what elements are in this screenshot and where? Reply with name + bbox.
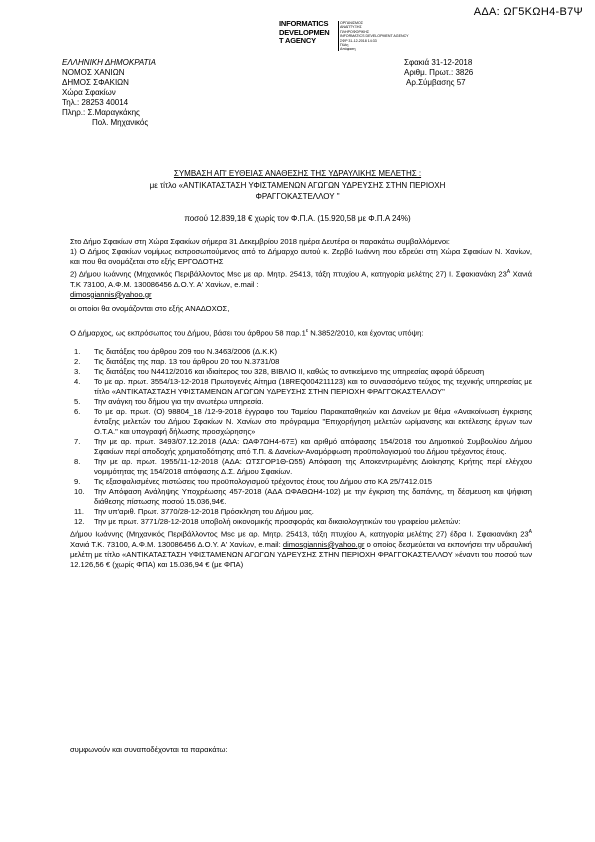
republic-line: ΕΛΛΗΝΙΚΗ ΔΗΜΟΚΡΑΤΙΑ [62,58,156,67]
logo-divider [338,21,339,51]
list-item: 6. Το με αρ. πρωτ. (Ο) 98804_18 /12-9-2018 έγγραφο του Ταμείου Παρακαταθηκών και Δανείων με θέμα «Ανακοίνωση έγκρισης ένταξης μελετών του Δήμου Σφακίων Ν. Χανίων στο πρόγραμμα "Επιχορήγηση μελετών ωρίμανσης και εκτέλεσης έργων των Ο.Τ.Α." και υπογραφή δήλωσης προσχώρησης» [74,407,532,436]
document-title: ΣΥΜΒΑΣΗ ΑΠ' ΕΥΘΕΙΑΣ ΑΝΑΘΕΣΗΣ ΤΗΣ ΥΔΡΑΥΛΙΚΗΣ ΜΕΛΕΤΗΣ : [173,169,422,178]
list-item: 7. Την με αρ. πρωτ. 3493/07.12.2018 (ΑΔΑ: ΩΑΦ7ΩΗ4-67Ξ) και αριθμό απόφασης 154/2018 του Δημοτικού Συμβουλίου Δήμου Σφακίων περί αποδοχής χρηματοδότησης από Τ.Π. & Δανείων-Αναμόρφωση προϋπολογισμού του Δήμου τρέχοντος έτους. [74,437,532,456]
phone-line: Τηλ.: 28253 40014 [62,98,129,107]
list-item: 9. Τις εξασφαλισμένες πιστώσεις του προϋπολογισμού τρέχοντος έτους του Δήμου στο ΚΑ 25/7412.015 [74,477,432,486]
party-2: 2) Δήμου Ιωάννης (Μηχανικός Περιβάλλοντος Msc με αρ. Μητρ. 25413, τάξη πτυχίου Α, κατηγορία μελέτης 27) Ι. Σφακιανάκη $23^A$ Χανιά Τ.Κ 73100, Α.Φ.Μ. 130086456 Δ.Ο.Υ. Α' Χανίων, e.mail : dimosgiannis@yahoo.gr [70,269,532,299]
location-line: Χώρα Σφακίων [62,88,116,97]
ada-code: ΑΔΑ: ΩΓ5ΚΩΗ4-Β7Ψ [473,6,583,18]
contractor-line: οι οποίοι θα ονομάζονται στο εξής ΑΝΑΔΟΧΟΣ, [70,304,230,313]
protocol-number: Αριθμ. Πρωτ.: 3826 [404,68,474,77]
document-subtitle-2: ΦΡΑΓΓΟΚΑΣΤΕΛΛΟΥ " [255,192,340,201]
reference-header [404,58,473,88]
party-1: 1) Ο Δήμος Σφακίων νομίμως εκπροσωπούμενος από το Δήμαρχο αυτού κ. Ζερβό Ιωάννη που εδρεύει στη Χώρα Σφακίων Ν. Χανίων, και που θα ονομάζεται στο εξής ΕΡΓΟΔΟΤΗΣ [70,247,532,266]
list-item: 1. Τις διατάξεις του άρθρου 209 του Ν.3463/2006 (Δ.Κ.Κ) [74,347,277,356]
role-line: Πολ. Μηχανικός [92,118,149,127]
info-line: Πληρ.: Σ.Μαραγκάκης [62,108,140,117]
logo-stamp-text: ΟΡΓΑΝΙΣΜΟΣ ΑΝΑΠΤΥΞΗΣ ΠΛΗΡΟΦΟΡΙΚΗΣ INFORMATICS DEVELOPMENT AGENCY ΣΦΡ 31-12-2018 14:33 Πύλη Απόφαση [340,21,409,52]
document-subtitle-1: με τίτλο «ΑΝΤΙΚΑΤΑΣΤΑΣΗ ΥΦΙΣΤΑΜΕΝΩΝ ΑΓΩΓΩΝ ΥΔΡΕΥΣΗΣ ΣΤΗΝ ΠΕΡΙΟΧΗ [149,181,446,190]
email-link-2[interactable]: dimosgiannis@yahoo.gr [282,539,365,549]
intro-section [70,237,532,300]
considerations-list [70,347,532,570]
list-item: 4. Το με αρ. πρωτ. 3554/13-12-2018 Πρωτογενές Αίτημα (18REQ004211123) και το συνασσόμενο τεύχος της τεχνικής υπηρεσίας με τίτλο «ΑΝΤΙΚΑΤΑΣΤΑΣΗ ΥΦΙΣΤΑΜΕΝΩΝ ΑΓΩΓΩΝ ΥΔΡΕΥΣΗΣ ΣΤΗΝ ΠΕΡΙΟΧΗ ΦΡΑΓΓΟΚΑΣΤΕΛΛΟΥ" [74,377,532,396]
contract-number: Αρ.Σύμβασης 57 [406,78,466,87]
list-item: 12. Την με πρωτ. 3771/28-12-2018 υποβολή οικονομικής προσφοράς και δικαιολογητικών του γραφείου μελετών: [74,517,461,526]
email-link[interactable]: dimosgiannis@yahoo.gr [70,289,152,299]
list-item: 10. Την Απόφαση Ανάληψης Υποχρέωσης 457-2018 (ΑΔΑ ΩΦΑΘΩΗ4-102) με την έγκριση της δαπάνης, τη δέσμευση και ψήφιση διάθεσης πίστωσης ποσού 15.036,94€. [74,487,532,506]
list-item: 3. Τις διατάξεις του Ν4412/2016 και ιδιαίτερος του 328, ΒΙΒΛΙΟ ΙΙ, καθώς το αντικείμενο της υπηρεσίας αφορά ύδρευση [74,367,485,376]
closing-line: συμφωνούν και συναποδέχονται τα παρακάτω: [70,745,228,754]
final-paragraph: Δήμου Ιωάννης (Μηχανικός Περιβάλλοντος Msc με αρ. Μητρ. 25413, τάξη πτυχίου Α, κατηγορία μελέτης 27) έδρα Ι. Σφακιανάκη $23^A$ Χανιά Τ.Κ. 73100, Α.Φ.Μ. 130086456 Δ.Ο.Υ. Α' Χανίων, e.mail: dimosgiannis@yahoo.gr ο οποίος δεσμεύεται να εκπονήσει την υδραυλική μελέτη με τίτλο «ΑΝΤΙΚΑΤΑΣΤΑΣΗ ΥΦΙΣΤΑΜΕΝΩΝ ΑΓΩΓΩΝ ΥΔΡΕΥΣΗΣ ΣΤΗΝ ΠΕΡΙΟΧΗ ΦΡΑΓΓΟΚΑΣΤΕΛΛΟΥ »έναντι του ποσού των 12.126,56 € (χωρίς ΦΠΑ) και 15.036,94 € (με ΦΠΑ) [70,529,532,569]
contract-amount: ποσού 12.839,18 € χωρίς τον Φ.Π.Α. (15.920,58 με Φ.Π.Α 24%) [184,214,411,223]
municipality-line: ΔΗΜΟΣ ΣΦΑΚΙΩΝ [62,78,129,87]
prefecture-line: ΝΟΜΟΣ ΧΑΝΙΩΝ [62,68,125,77]
list-item: 5. Την ανάγκη του δήμου για την ανωτέρω υπηρεσία. [74,397,264,406]
informatics-agency-logo [279,19,409,52]
list-item: 11. Την υπ'αριθ. Πρωτ. 3770/28-12-2018 Πρόσκληση του Δήμου μας. [74,507,314,516]
mayor-statement: Ο Δήμαρχος, ως εκπρόσωπος του Δήμου, βάσει του άρθρου 58 $\pi\alpha\rho.1^\varepsilon$ Ν.3852/2010, και έχοντας υπόψη: [70,328,424,338]
list-item: 2. Τις διατάξεις της παρ. 13 του άρθρου 20 του Ν.3731/08 [74,357,280,366]
list-item: 8. Την με αρ. πρωτ. 1955/11-12-2018 (ΑΔΑ: ΩΤΣΓΟΡ1Θ-Ω55) Απόφαση της Αποκεντρωμένης Διοίκησης Κρήτης περί ελέγχου νομιμότητας της 154/2018 απόφασης Δ.Σ. Δήμου Σφακίων. [74,457,532,476]
date-line: Σφακιά 31-12-2018 [404,58,473,67]
intro-text: Στο Δήμο Σφακίων στη Χώρα Σφακίων σήμερα 31 Δεκεμβρίου 2018 ημέρα Δευτέρα οι παρακάτω συμβαλλόμενοι: [70,237,450,246]
logo-text: INFORMATICS DEVELOPMEN T AGENCY [279,19,330,45]
issuer-header [62,58,156,128]
